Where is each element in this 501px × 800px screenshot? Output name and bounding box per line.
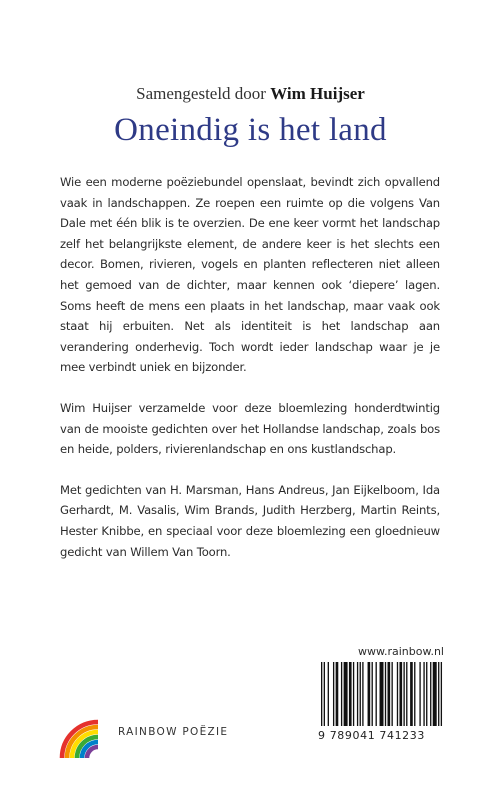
barcode-bar (376, 662, 377, 726)
barcode-bar (368, 662, 371, 726)
blurb-paragraph-3: Met gedichten van H. Marsman, Hans Andreus, Jan Eijkelboom, Ida Gerhardt, M. Vasalis, Wim Brands, Judith Herzberg, Martin Reints, Hester Knibbe, en speciaal voor deze bloemlezing een gloednieuw gedicht van Willem Van Toorn. (60, 482, 440, 559)
publisher-imprint: RAINBOW POËZIE (118, 726, 229, 738)
barcode-bar (414, 662, 415, 726)
barcode-bar (419, 662, 420, 726)
barcode-bar (426, 662, 427, 726)
barcode-bar (433, 662, 437, 726)
compiler-prefix: Samengesteld door (136, 84, 266, 103)
barcode-bar (403, 662, 404, 726)
barcode-bar (360, 662, 361, 726)
blurb-paragraph-2: Wim Huijser verzamelde voor deze bloemlezing honderdtwintig van de mooiste gedichten over het Hollandse landschap, zoals bos en heide, polders, rivierenlandschap en ons kustlandschap. (60, 400, 440, 457)
barcode-bar (441, 662, 442, 726)
barcode-bar (357, 662, 358, 726)
rainbow-arc (87, 747, 98, 758)
barcode-bar (349, 662, 352, 726)
barcode-bar (328, 662, 329, 726)
isbn-number: 9 789041 741233 (318, 729, 425, 742)
barcode-bar (333, 662, 334, 726)
barcode-bar (362, 662, 363, 726)
barcode-bar (399, 662, 402, 726)
barcode-bar (353, 662, 354, 726)
blurb-paragraph-1: Wie een moderne poëziebundel openslaat, bevindt zich opvallend vaak in landschappen. Ze roepen een ruimte op die volgens Van Dale met één blik is te overzien. De ene keer vormt het landschap zelf het belangrijkste element, de andere keer is het slechts een decor. Bomen, rivieren, vogels en planten reflecteren niet alleen het gemoed van de dichter, maar kennen ook ‘diepere’ lagen. Soms heeft de mens een plaats in het landschap, maar vaak ook staat hij erbuiten. Net als identiteit is het landschap aan verandering onderhevig. Toch wordt ieder landschap waar je je mee verbindt uniek en bijzonder. (60, 175, 440, 375)
barcode-bar (391, 662, 392, 726)
blurb-text (60, 172, 440, 582)
compiler-name: Wim Huijser (270, 84, 365, 103)
rainbow-logo-icon (58, 712, 102, 764)
barcode-bar (380, 662, 384, 726)
barcode-bar (344, 662, 348, 726)
barcode-bar (410, 662, 413, 726)
barcode-bar (372, 662, 373, 726)
barcode-bar (423, 662, 424, 726)
barcode-bar (438, 662, 439, 726)
barcode-bar (336, 662, 339, 726)
barcode-bar (321, 662, 322, 726)
barcode-bar (430, 662, 431, 726)
barcode-bar (388, 662, 391, 726)
barcode-bar (406, 662, 407, 726)
barcode-icon (318, 662, 446, 730)
compiler-line (0, 84, 501, 104)
barcode-bar (385, 662, 386, 726)
barcode-bar (324, 662, 325, 726)
book-title: Oneindig is het land (114, 112, 387, 148)
barcode-bar (397, 662, 398, 726)
barcode-bar (341, 662, 342, 726)
publisher-url: www.rainbow.nl (358, 645, 444, 658)
